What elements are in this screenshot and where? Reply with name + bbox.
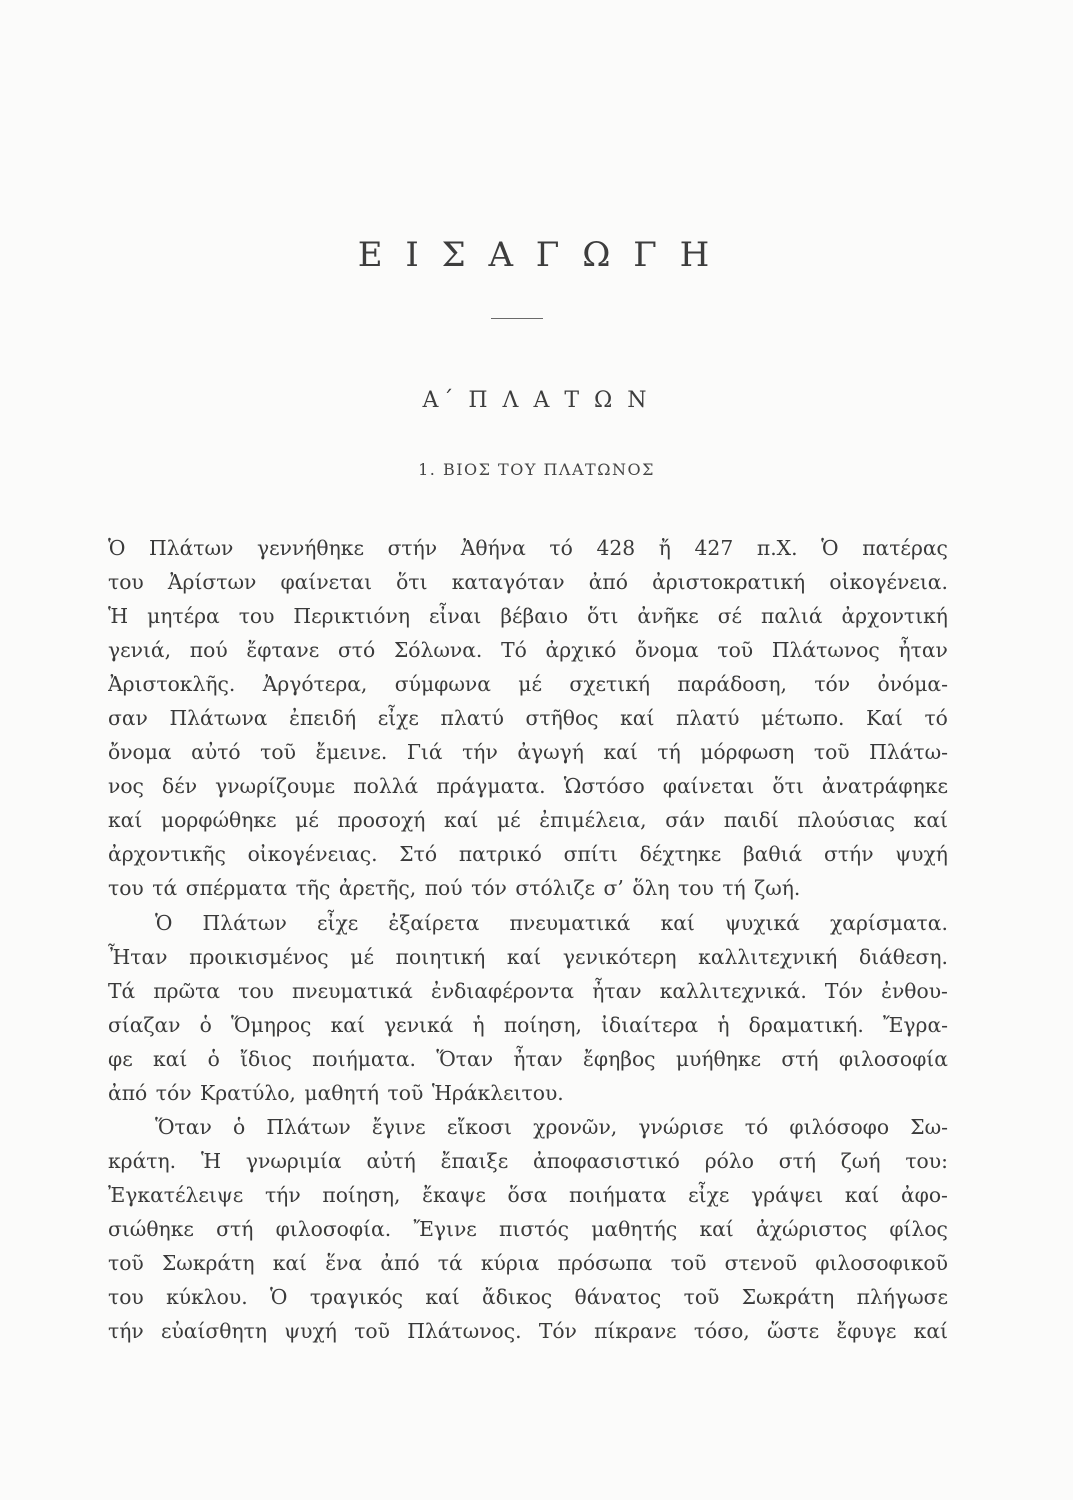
word: στή	[781, 1046, 819, 1071]
word: του	[108, 570, 144, 595]
text-line	[108, 1280, 948, 1314]
word: του	[678, 876, 714, 901]
word: ποιητική	[395, 944, 486, 969]
word: ὥστε	[767, 1319, 820, 1344]
word: σίαζαν	[108, 1012, 181, 1037]
word: γενιά,	[108, 638, 172, 663]
word: μέ	[350, 944, 374, 969]
word: στῆθος	[525, 706, 599, 731]
word: στενοῦ	[724, 1250, 798, 1275]
word: ἀριστοκρατική	[652, 570, 806, 595]
word: φε	[108, 1046, 133, 1071]
word: καί	[660, 910, 695, 935]
word: ἐνθου-	[881, 978, 948, 1003]
word: ἐνδιαφέροντα	[430, 978, 575, 1003]
word: ὅτι	[396, 570, 428, 595]
word: Στό	[399, 842, 438, 867]
word: γράψει	[751, 1182, 824, 1207]
word: παιδί	[723, 808, 779, 833]
text-line	[108, 906, 948, 940]
word: σπέρματα	[185, 876, 288, 901]
word: τοῦ	[260, 740, 296, 765]
text-line	[108, 565, 948, 599]
word: τοῦ	[717, 638, 754, 663]
text-line	[108, 769, 948, 803]
word: καί	[699, 1216, 734, 1241]
word: τοῦ	[813, 740, 850, 765]
word: ἴδιος	[240, 1046, 292, 1071]
word: Σωκράτη	[161, 1250, 255, 1275]
word: τά	[437, 1250, 463, 1275]
word: πιστός	[499, 1216, 569, 1241]
text-line	[108, 701, 948, 735]
word: ἐξαίρετα	[388, 910, 480, 935]
word: στό	[337, 638, 376, 663]
word: ἀπό	[380, 1250, 420, 1275]
word: γεννήθηκε	[256, 536, 364, 560]
word: πρόσωπα	[557, 1250, 653, 1275]
word: τό	[924, 706, 948, 731]
word: Ἡ	[108, 604, 129, 629]
word: σιώθηκε	[108, 1216, 194, 1241]
word: πατρικό	[458, 842, 542, 867]
word: εἶναι	[428, 604, 482, 629]
word: ποιήματα.	[312, 1046, 416, 1071]
word: οἰκογένειας.	[247, 842, 378, 867]
word: ἕνα	[325, 1250, 363, 1275]
word: ἔφτανε	[246, 638, 320, 663]
word: αὐτή	[366, 1148, 416, 1173]
word: ψυχή	[895, 842, 948, 867]
word: θάνατος	[574, 1285, 662, 1310]
word: Ἔγρα-	[882, 1012, 948, 1037]
word: προικισμένος	[189, 944, 329, 969]
word: Τόν	[538, 1319, 577, 1344]
word: τήν	[108, 1319, 144, 1344]
word: ζωή	[840, 1148, 881, 1173]
word: φιλοσοφία	[838, 1046, 948, 1071]
word: 427	[694, 536, 734, 560]
word: φιλοσοφία.	[275, 1216, 392, 1241]
word: Ἐγκατέλειψε	[108, 1182, 244, 1207]
word: ποιήματα	[569, 1182, 667, 1207]
word: ὁ	[232, 1114, 246, 1139]
word: στή	[778, 1148, 816, 1173]
word: καί	[108, 808, 143, 833]
word: γνωριμία	[245, 1148, 342, 1173]
word: χαρίσματα.	[829, 910, 948, 935]
word: τραγικός	[309, 1285, 403, 1310]
word: ἀπό	[108, 1080, 148, 1105]
word: καί	[444, 808, 479, 833]
word: χρονῶν,	[533, 1114, 618, 1139]
text-line	[108, 803, 948, 837]
word: πίκρανε	[594, 1319, 677, 1344]
word: δέν	[161, 774, 198, 799]
word: ἀνῆκε	[637, 604, 699, 629]
word: στόλιζε	[515, 876, 595, 901]
word: ζωή.	[754, 876, 801, 901]
word: σύμφωνα	[394, 672, 491, 697]
word: γνωρίζουμε	[215, 774, 336, 799]
word: π.Χ.	[756, 536, 798, 560]
text-line	[108, 667, 948, 701]
word: ὀνόμα-	[877, 672, 948, 697]
word: ὅσα	[507, 1182, 548, 1207]
word: Ἡράκλειτου.	[431, 1080, 564, 1105]
word: μαθητής	[591, 1216, 678, 1241]
paragraph	[108, 906, 948, 1110]
paragraph	[108, 1110, 948, 1348]
word: ἡ	[717, 1012, 730, 1037]
word: μέ	[295, 808, 319, 833]
text-line	[108, 1246, 948, 1280]
word: Τό	[501, 638, 527, 663]
word: καλλιτεχνικά.	[659, 978, 807, 1003]
word: μυήθηκε	[675, 1046, 762, 1071]
word: πλατύ	[676, 706, 740, 731]
word: πολλά	[353, 774, 419, 799]
word: αὐτό	[191, 740, 241, 765]
word: τό	[549, 536, 573, 560]
word: ἀρχοντική	[841, 604, 948, 629]
word: ἀχώριστος	[756, 1216, 868, 1241]
word: ἐπειδή	[289, 706, 357, 731]
word: παλιά	[761, 604, 823, 629]
word: Ἦταν	[108, 944, 168, 969]
word: στήν	[387, 536, 438, 560]
word: ὅτι	[587, 604, 619, 629]
word: Γιά	[406, 740, 443, 765]
word: Πλάτων	[266, 1114, 351, 1139]
word: 428	[596, 536, 636, 560]
text-line	[108, 1144, 948, 1178]
word: Τόν	[824, 978, 863, 1003]
word: ἔμεινε.	[315, 740, 388, 765]
word: Ὅταν	[155, 1114, 212, 1139]
word: ἡ	[472, 1012, 485, 1037]
text-line	[108, 1178, 948, 1212]
word: Τά	[108, 978, 136, 1003]
word: ὄνομα	[635, 638, 699, 663]
word: Πλάτων	[202, 910, 287, 935]
word: καί	[603, 740, 638, 765]
word: πνευματικά	[509, 910, 631, 935]
word: Περικτιόνη	[293, 604, 410, 629]
word: τοῦ	[108, 1250, 144, 1275]
word: δραματική.	[748, 1012, 864, 1037]
part-title: Α΄ Π Λ Α Τ Ω Ν	[422, 388, 651, 413]
word: ἰδιαίτερα	[601, 1012, 699, 1037]
word: ἀρετῆς,	[338, 876, 417, 901]
word: ἀφο-	[900, 1182, 948, 1207]
word: βέβαιο	[500, 604, 569, 629]
word: πού	[189, 638, 228, 663]
word: ὄνομα	[108, 740, 172, 765]
word: Ἀριστοκλῆς.	[108, 672, 236, 697]
word: εἶχε	[316, 910, 359, 935]
word: ποίηση,	[503, 1012, 582, 1037]
word: Ὁ	[821, 536, 839, 560]
word: γνώρισε	[638, 1114, 724, 1139]
word: Ἀρίστων	[167, 570, 257, 595]
word: του	[238, 604, 275, 629]
word: δέχτηκε	[639, 842, 722, 867]
word: καλλιτεχνική	[698, 944, 838, 969]
word: ὁ	[199, 1012, 212, 1037]
word: τοῦ	[670, 1250, 707, 1275]
word: τήν	[264, 1182, 301, 1207]
word: Ὁ	[270, 1285, 288, 1310]
word: ὅτι	[772, 774, 804, 799]
word: μέ	[496, 808, 521, 833]
word: ἀρχικό	[545, 638, 617, 663]
word: νος	[108, 774, 144, 799]
text-line	[108, 1314, 948, 1348]
word: ἄδικος	[482, 1285, 553, 1310]
word: καί	[620, 706, 655, 731]
word: καί	[153, 1046, 188, 1071]
word: σ’	[603, 876, 624, 901]
text-line	[108, 837, 948, 871]
word: ρόλο	[704, 1148, 754, 1173]
word: φίλος	[889, 1216, 948, 1241]
word: μόρφωση	[700, 740, 795, 765]
word: κύκλου.	[166, 1285, 248, 1310]
word: Πλάτων	[149, 536, 234, 560]
word: σαν	[108, 706, 148, 731]
word: φαίνεται	[280, 570, 373, 595]
word: στήν	[823, 842, 874, 867]
word: τά	[152, 876, 178, 901]
word: καταγόταν	[451, 570, 565, 595]
word: ἀπό	[588, 570, 628, 595]
word: σέ	[717, 604, 743, 629]
word: κράτη.	[108, 1148, 177, 1173]
word: σάν	[665, 808, 706, 833]
text-line	[108, 1212, 948, 1246]
word: διάθεση.	[858, 944, 948, 969]
word: τή	[657, 740, 681, 765]
word: ἤ	[658, 536, 671, 560]
word: Πλάτω-	[869, 740, 948, 765]
text-line	[108, 1008, 948, 1042]
word: ἦταν	[592, 978, 642, 1003]
word: τοῦ	[387, 1080, 424, 1105]
word: Ἔγινε	[413, 1216, 477, 1241]
word: τῆς	[295, 876, 331, 901]
word: πρῶτα	[153, 978, 221, 1003]
word: πατέρας	[862, 536, 948, 560]
word: Ὁ	[108, 536, 126, 560]
word: ἀποφασιστικό	[533, 1148, 680, 1173]
word: πράγματα.	[436, 774, 546, 799]
word: του	[238, 978, 274, 1003]
word: μορφώθηκε	[160, 808, 277, 833]
word: φιλοσοφικοῦ	[815, 1250, 948, 1275]
chapter-title: Ε Ι Σ Α Γ Ω Γ Η	[357, 235, 716, 275]
word: καί	[506, 944, 542, 969]
paragraph	[108, 531, 948, 906]
word: Ὁ	[155, 910, 173, 935]
word: εἴκοσι	[446, 1114, 512, 1139]
word: πνευματικά	[291, 978, 413, 1003]
word: ἔφηβος	[583, 1046, 656, 1071]
word: Ἀθήνα	[460, 536, 526, 560]
word: τόν	[814, 672, 851, 697]
word: Σωκράτη	[741, 1285, 835, 1310]
word: Κρατύλο,	[200, 1080, 296, 1105]
word: ψυχικά	[725, 910, 800, 935]
text-line	[108, 531, 948, 565]
word: Πλάτωνος	[771, 638, 880, 663]
word: γενικά	[384, 1012, 454, 1037]
title-divider	[491, 318, 543, 319]
word: κύρια	[480, 1250, 540, 1275]
word: Σω-	[910, 1114, 948, 1139]
word: Ἀργότερα,	[262, 672, 368, 697]
word: Ὅταν	[436, 1046, 494, 1071]
word: ἔγινε	[371, 1114, 426, 1139]
word: στή	[216, 1216, 254, 1241]
text-line	[108, 633, 948, 667]
word: ἀρχοντικῆς	[108, 842, 226, 867]
word: Πλάτωνα	[169, 706, 268, 731]
word: τοῦ	[354, 1319, 390, 1344]
word: ὁ	[207, 1046, 220, 1071]
word: τοῦ	[683, 1285, 720, 1310]
text-line	[108, 940, 948, 974]
word: ἔφυγε	[836, 1319, 897, 1344]
word: Ἡ	[200, 1148, 222, 1173]
text-line	[108, 1110, 948, 1144]
word: μητέρα	[147, 604, 220, 629]
word: Πλάτωνος.	[407, 1319, 522, 1344]
word: καί	[425, 1285, 460, 1310]
text-line	[108, 1042, 948, 1076]
text-line	[108, 871, 948, 905]
word: τόσο,	[693, 1319, 750, 1344]
word: πού	[424, 876, 463, 901]
word: ποίηση,	[322, 1182, 401, 1207]
word: προσοχή	[337, 808, 426, 833]
word: Ὡστόσο	[563, 774, 645, 799]
word: πλήγωσε	[856, 1285, 948, 1310]
word: καί	[913, 1319, 948, 1344]
word: πλατύ	[440, 706, 504, 731]
word: ἐπιμέλεια,	[539, 808, 647, 833]
word: ὅλη	[632, 876, 670, 901]
word: ψυχή	[284, 1319, 337, 1344]
word: γενικότερη	[562, 944, 677, 969]
word: καί	[913, 808, 948, 833]
word: Ὅμηρος	[231, 1012, 312, 1037]
word: καί	[844, 1182, 880, 1207]
text-line	[108, 599, 948, 633]
word: φαίνεται	[662, 774, 755, 799]
body-text	[108, 531, 948, 1348]
text-line	[108, 974, 948, 1008]
word: ἀγωγή	[517, 740, 584, 765]
word: του	[108, 1285, 144, 1310]
word: τόν	[155, 1080, 192, 1105]
word: καί	[330, 1012, 365, 1037]
word: καί	[272, 1250, 308, 1275]
word: ἀνατράφηκε	[821, 774, 948, 799]
word: τό	[744, 1114, 769, 1139]
word: μαθητή	[304, 1080, 380, 1105]
section-title: 1. ΒΙΟΣ ΤΟΥ ΠΛΑΤΩΝΟΣ	[418, 460, 655, 479]
word: σχετική	[569, 672, 651, 697]
word: εἶχε	[688, 1182, 730, 1207]
text-line	[108, 1076, 948, 1110]
word: σπίτι	[563, 842, 618, 867]
word: τόν	[471, 876, 507, 901]
word: του:	[905, 1148, 948, 1173]
word: παράδοση,	[677, 672, 787, 697]
word: πλούσιας	[797, 808, 896, 833]
word: του	[108, 876, 144, 901]
word: ἔκαψε	[422, 1182, 486, 1207]
word: τήν	[462, 740, 498, 765]
word: ἦταν	[513, 1046, 563, 1071]
word: μέτωπο.	[761, 706, 845, 731]
word: ἔπαιξε	[440, 1148, 509, 1173]
word: εἶχε	[377, 706, 419, 731]
word: ἦταν	[898, 638, 948, 663]
word: εὐαίσθητη	[160, 1319, 268, 1344]
word: Σόλωνα.	[393, 638, 483, 663]
word: φιλόσοφο	[789, 1114, 890, 1139]
word: μέ	[518, 672, 542, 697]
text-line	[108, 735, 948, 769]
word: Καί	[866, 706, 903, 731]
word: τή	[722, 876, 746, 901]
word: βαθιά	[742, 842, 803, 867]
word: οἰκογένεια.	[829, 570, 948, 595]
